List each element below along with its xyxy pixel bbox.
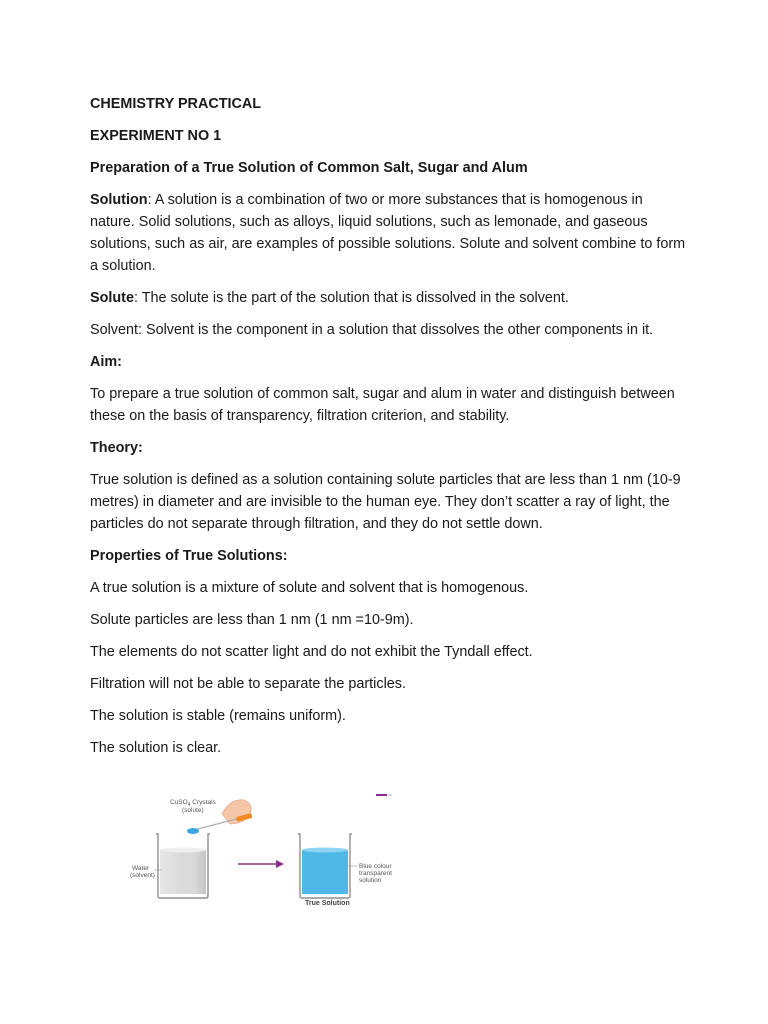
true-solution-diagram	[118, 784, 408, 914]
property-item: Solute particles are less than 1 nm (1 nm =10-9m).	[90, 612, 414, 628]
document-page	[90, 93, 690, 769]
water-label-line1: Water	[132, 865, 150, 872]
solute-definition	[90, 287, 690, 309]
property-item: The solution is stable (remains uniform).	[90, 708, 346, 724]
aim-text: To prepare a true solution of common salt, sugar and alum in water and distinguish between these on the basis of transparency, filtration criterion, and stability.	[90, 386, 675, 424]
property-item: A true solution is a mixture of solute and solvent that is homogenous.	[90, 580, 529, 596]
aim-heading: Aim:	[90, 354, 122, 370]
hand-icon	[222, 800, 251, 824]
experiment-title: Preparation of a True Solution of Common Salt, Sugar and Alum	[90, 160, 528, 176]
blue-label-line3: solution	[359, 877, 382, 884]
solution-definition	[90, 189, 690, 277]
solute-text: : The solute is the part of the solution that is dissolved in the solvent.	[133, 290, 569, 306]
blue-label-line1: Blue colour	[359, 863, 392, 870]
solution-text: : A solution is a combination of two or more substances that is homogenous in nature. Solid solutions, such as alloys, liquid solutions, such as lemonade, and gaseous solutions, such as air, are examples of possible solutions. Solute and solvent combine to form a solution.	[90, 192, 686, 274]
solvent-definition: Solvent: Solvent is the component in a solution that dissolves the other components in it.	[90, 322, 654, 338]
blue-solution-fill	[302, 850, 348, 894]
water-label-line2: (solvent)	[130, 872, 155, 879]
true-solution-figure	[118, 784, 408, 914]
property-item: Filtration will not be able to separate the particles.	[90, 676, 406, 692]
blue-solution-surface	[302, 848, 348, 853]
water-shade	[160, 850, 206, 894]
solution-term: Solution	[90, 192, 148, 208]
theory-text: True solution is defined as a solution containing solute particles that are less than 1 nm (10-9 metres) in diameter and are invisible to the human eye. They don’t scatter a ray of light, the particles do not separate through filtration, and they do not settle down.	[90, 472, 681, 532]
blue-label-line2: transparent	[359, 870, 392, 877]
experiment-number: EXPERIMENT NO 1	[90, 128, 222, 144]
theory-heading: Theory:	[90, 440, 143, 456]
figure-caption: True Solution	[305, 900, 350, 907]
property-item: The elements do not scatter light and do not exhibit the Tyndall effect.	[90, 644, 533, 660]
solute-term: Solute	[90, 290, 134, 306]
crystals-label-line1: CuSO$_4$ Crystals	[170, 799, 216, 808]
course-title: CHEMISTRY PRACTICAL	[90, 96, 262, 112]
property-item: The solution is clear.	[90, 740, 222, 756]
arrow-head-icon	[276, 860, 284, 868]
crystals-label-line2: (solute)	[182, 807, 204, 814]
properties-heading: Properties of True Solutions:	[90, 548, 288, 564]
water-surface	[160, 848, 206, 853]
crystals-icon	[187, 828, 199, 834]
